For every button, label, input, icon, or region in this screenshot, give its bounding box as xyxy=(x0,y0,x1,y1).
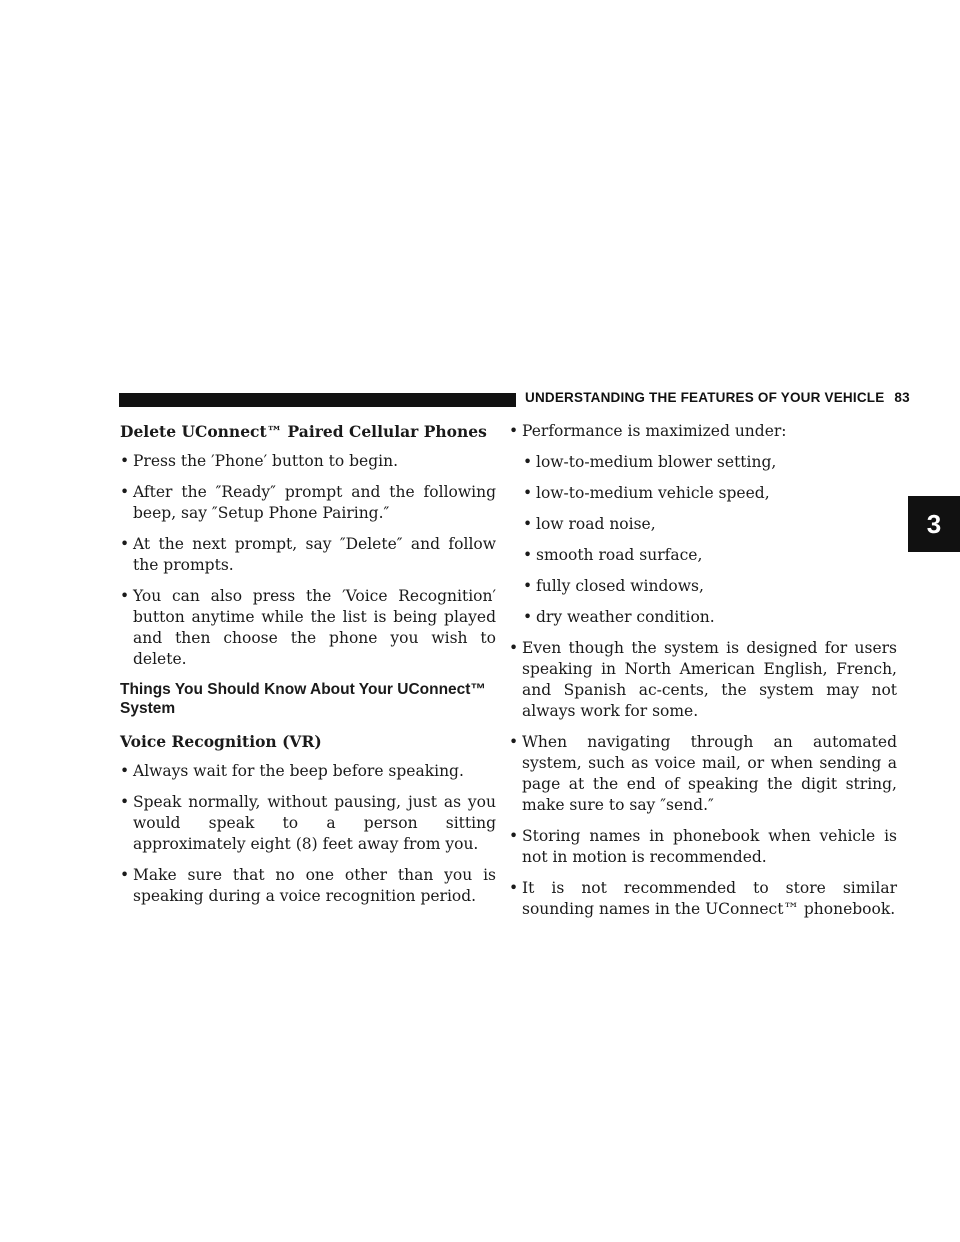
sub-list-item: • smooth road surface, xyxy=(523,546,703,564)
sub-list-item: • fully closed windows, xyxy=(523,577,704,595)
bullet-icon: • xyxy=(120,483,130,501)
list-item: • Storing names in phonebook when vehicle is not in motion is recommended. xyxy=(509,827,897,866)
bullet-icon: • xyxy=(120,866,130,884)
bullet-icon: • xyxy=(120,793,130,811)
bullet-icon: • xyxy=(523,546,533,564)
bullet-icon: • xyxy=(523,515,533,533)
page-number: 83 xyxy=(894,390,910,405)
list-item: • Even though the system is designed for users speaking in North American English, French, and Spanish ac-cents, the system may not always work for some. xyxy=(509,639,897,720)
list-item: • Performance is maximized under: xyxy=(509,422,787,440)
section-heading-delete-phones: Delete UConnect™ Paired Cellular Phones xyxy=(120,422,487,441)
bullet-icon: • xyxy=(509,422,519,440)
running-header xyxy=(525,390,910,405)
bullet-icon: • xyxy=(509,879,519,897)
list-item: • After the ″Ready″ prompt and the following beep, say ″Setup Phone Pairing.″ xyxy=(120,483,496,522)
list-item: • When navigating through an automated system, such as voice mail, or when sending a page at the end of speaking the digit string, make sure to say ″send.″ xyxy=(509,733,897,814)
bullet-icon: • xyxy=(120,535,130,553)
left-column xyxy=(120,421,496,917)
list-item: • You can also press the ′Voice Recognition′ button anytime while the list is being played and then choose the phone you wish to delete. xyxy=(120,587,496,668)
sub-list-item: • low road noise, xyxy=(523,515,656,533)
bullet-icon: • xyxy=(523,577,533,595)
bullet-icon: • xyxy=(120,452,130,470)
header-title: UNDERSTANDING THE FEATURES OF YOUR VEHICLE xyxy=(525,390,885,405)
bullet-icon: • xyxy=(523,453,533,471)
list-item: • At the next prompt, say ″Delete″ and follow the prompts. xyxy=(120,535,496,574)
section-heading-things-to-know: Things You Should Know About Your UConnect™ System xyxy=(120,681,486,717)
list-item: • Make sure that no one other than you is speaking during a voice recognition period. xyxy=(120,866,496,905)
list-item: • Speak normally, without pausing, just as you would speak to a person sitting approximately eight (8) feet away from you. xyxy=(120,793,496,853)
sub-list-item: • low-to-medium vehicle speed, xyxy=(523,484,770,502)
bullet-icon: • xyxy=(120,762,130,780)
list-item: • Always wait for the beep before speaking. xyxy=(120,762,464,780)
list-item: • Press the ′Phone′ button to begin. xyxy=(120,452,398,470)
sub-list-item: • low-to-medium blower setting, xyxy=(523,453,777,471)
right-column xyxy=(509,421,897,930)
header-rule xyxy=(119,393,516,407)
sub-list-item: • dry weather condition. xyxy=(523,608,715,626)
bullet-icon: • xyxy=(509,827,519,845)
list-item: • It is not recommended to store similar sounding names in the UConnect™ phonebook. xyxy=(509,879,897,918)
subsection-heading-voice-recognition: Voice Recognition (VR) xyxy=(120,732,322,751)
bullet-icon: • xyxy=(120,587,130,605)
bullet-icon: • xyxy=(509,733,519,751)
chapter-tab: 3 xyxy=(908,496,960,552)
bullet-icon: • xyxy=(523,484,533,502)
bullet-icon: • xyxy=(523,608,533,626)
bullet-icon: • xyxy=(509,639,519,657)
